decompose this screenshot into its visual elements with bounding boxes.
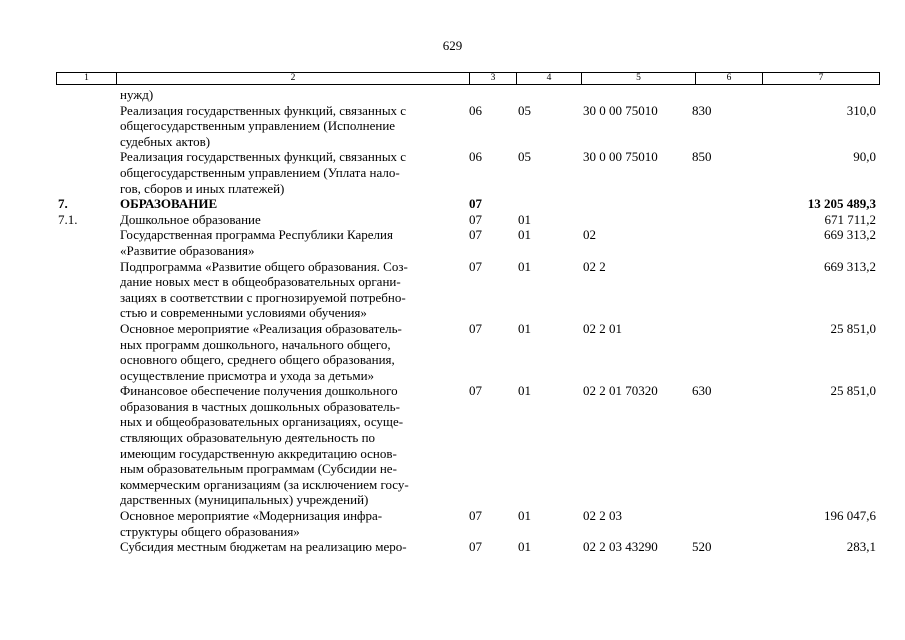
table-row (56, 321, 880, 383)
expense-type-code: 830 (692, 102, 712, 118)
row-description (120, 103, 469, 150)
description-line: стью и современными условиями обучения» (120, 305, 367, 321)
section-code: 07 (469, 539, 482, 555)
description-line: общегосударственным управлением (Исполнение (120, 118, 396, 134)
description-line: дарственных (муниципальных) учреждений) (120, 492, 369, 508)
header-col-4: 4 (517, 73, 582, 84)
table-row (56, 149, 880, 196)
budget-table-body (56, 87, 880, 555)
header-col-1: 1 (57, 73, 117, 84)
header-col-2: 2 (117, 73, 470, 84)
section-code: 07 (469, 508, 482, 524)
description-line: имеющим государственную аккредитацию основ- (120, 445, 397, 461)
amount-value: 25 851,0 (830, 383, 876, 399)
table-row (56, 196, 880, 212)
table-row (56, 383, 880, 508)
section-code: 07 (469, 383, 482, 399)
expense-type-code: 520 (692, 539, 712, 555)
description-line: Подпрограмма «Развитие общего образования. Соз- (120, 258, 408, 274)
description-line: Финансовое обеспечение получения дошкольного (120, 383, 398, 399)
section-code: 06 (469, 149, 482, 165)
target-article-code: 02 2 01 (583, 320, 622, 336)
target-article-code: 02 2 03 43290 (583, 539, 658, 555)
description-line: Основное мероприятие «Реализация образователь- (120, 320, 402, 336)
table-row (56, 87, 880, 103)
description-line: осуществление присмотра и ухода за детьми» (120, 367, 375, 383)
subsection-code: 01 (518, 508, 531, 524)
section-code: 07 (469, 227, 482, 243)
amount-value: 669 313,2 (824, 258, 876, 274)
table-row (56, 227, 880, 258)
description-line: ОБРАЗОВАНИЕ (120, 196, 218, 212)
description-line: судебных актов) (120, 133, 211, 149)
row-description (120, 321, 469, 383)
row-number: 7. (58, 196, 68, 212)
header-col-5: 5 (582, 73, 696, 84)
description-line: ствляющих образовательную деятельность по (120, 430, 376, 446)
description-line: дание новых мест в общеобразовательных органи- (120, 274, 401, 290)
amount-value: 671 711,2 (824, 211, 876, 227)
description-line: основного общего, среднего общего образования, (120, 352, 395, 368)
description-line: Дошкольное образование (120, 211, 261, 227)
description-line: Государственная программа Республики Карелия (120, 227, 393, 243)
description-line: образования в частных дошкольных образователь- (120, 398, 400, 414)
row-description (120, 383, 469, 508)
expense-type-code: 850 (692, 149, 712, 165)
description-line: гов, сборов и иных платежей) (120, 180, 285, 196)
table-header-row (56, 72, 880, 85)
section-code: 06 (469, 102, 482, 118)
target-article-code: 30 0 00 75010 (583, 102, 658, 118)
table-row (56, 508, 880, 539)
target-article-code: 30 0 00 75010 (583, 149, 658, 165)
description-line: общегосударственным управлением (Уплата нало- (120, 164, 400, 180)
amount-value: 310,0 (846, 102, 876, 118)
description-line: ных программ дошкольного, начального общего, (120, 336, 391, 352)
expense-type-code: 630 (692, 383, 712, 399)
table-row (56, 103, 880, 150)
subsection-code: 01 (518, 227, 531, 243)
subsection-code: 01 (518, 258, 531, 274)
amount-value: 283,1 (846, 539, 876, 555)
subsection-code: 01 (518, 539, 531, 555)
description-line: ных и общеобразовательных организациях, осуще- (120, 414, 404, 430)
amount-value: 90,0 (853, 149, 876, 165)
target-article-code: 02 2 03 (583, 508, 622, 524)
row-description (120, 259, 469, 321)
description-line: структуры общего образования» (120, 523, 300, 539)
subsection-code: 01 (518, 211, 531, 227)
amount-value: 196 047,6 (824, 508, 876, 524)
description-line: Реализация государственных функций, связанных с (120, 149, 407, 165)
subsection-code: 05 (518, 102, 531, 118)
row-description (120, 508, 469, 539)
amount-value: 13 205 489,3 (807, 196, 876, 212)
description-line: ным образовательным программам (Субсидии не- (120, 461, 397, 477)
header-col-3: 3 (470, 73, 517, 84)
row-description (120, 149, 469, 196)
header-col-6: 6 (696, 73, 763, 84)
row-description (120, 87, 469, 103)
target-article-code: 02 2 01 70320 (583, 383, 658, 399)
description-line: Основное мероприятие «Модернизация инфра- (120, 508, 383, 524)
amount-value: 669 313,2 (824, 227, 876, 243)
page-number: 629 (442, 38, 463, 53)
description-line: «Развитие образования» (120, 242, 255, 258)
subsection-code: 01 (518, 320, 531, 336)
description-line: Реализация государственных функций, связанных с (120, 102, 407, 118)
table-row (56, 212, 880, 228)
section-code: 07 (469, 258, 482, 274)
description-line: нужд) (120, 87, 154, 102)
row-description (120, 212, 469, 228)
subsection-code: 05 (518, 149, 531, 165)
table-row (56, 259, 880, 321)
header-col-7: 7 (818, 73, 824, 83)
section-code: 07 (469, 211, 482, 227)
target-article-code: 02 2 (583, 258, 606, 274)
row-description (120, 539, 469, 555)
description-line: коммерческим организациям (за исключением госу- (120, 476, 409, 492)
target-article-code: 02 (583, 227, 596, 243)
table-row (56, 539, 880, 555)
section-code: 07 (469, 320, 482, 336)
section-code: 07 (469, 196, 482, 212)
row-number: 7.1. (58, 211, 78, 227)
description-line: Субсидия местным бюджетам на реализацию меро- (120, 539, 407, 555)
row-description (120, 227, 469, 258)
description-line: зациях в соответствии с прогнозируемой потребно- (120, 289, 406, 305)
subsection-code: 01 (518, 383, 531, 399)
row-description (120, 196, 469, 212)
amount-value: 25 851,0 (830, 320, 876, 336)
